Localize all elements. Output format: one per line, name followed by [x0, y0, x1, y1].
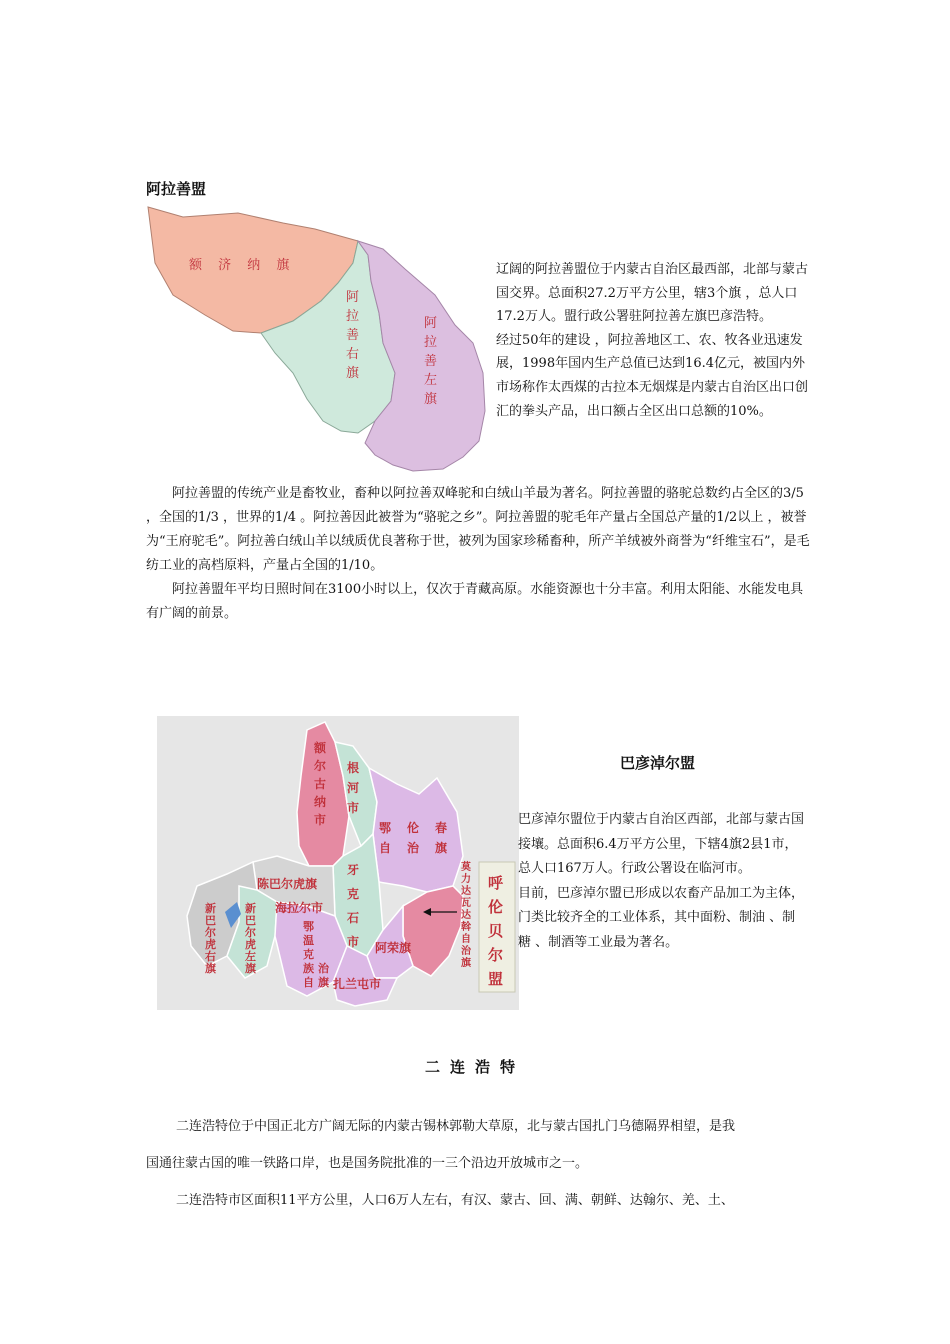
svg-text:左: 左 — [424, 373, 438, 388]
svg-text:巴: 巴 — [205, 914, 216, 927]
svg-text:旗: 旗 — [205, 962, 216, 975]
svg-text:阿: 阿 — [424, 316, 438, 331]
erlian-title: 二连浩特 — [424, 1058, 525, 1076]
alxa-paragraph-1: 阿拉善盟的传统产业是畜牧业，畜种以阿拉善双峰驼和白绒山羊最为著名。阿拉善盟的骆驼总数约占全区的3/5 ，全国的1/3 ，世界的1/4 。阿拉善因此被誉为“骆驼之乡”。阿拉善盟的驼毛年产量占全国总产量的1/2以上 ，被誉为“王府驼毛”。阿拉善白绒山羊以绒质优良著称于世，被列为国家珍稀畜种，所产羊绒被外商誉为“纤维宝石”，是毛纺工业的高档原料，产量占全国的1/10。 — [146, 486, 810, 573]
svg-text:虎: 虎 — [205, 938, 216, 951]
svg-text:旗: 旗 — [318, 976, 329, 989]
alxa-body — [146, 482, 814, 626]
svg-text:拉: 拉 — [346, 309, 360, 324]
svg-text:牙: 牙 — [347, 863, 360, 877]
erlian-paragraph-3: 二连浩特市区面积11平方公里，人口6万人左右，有汉、蒙古、回、满、朝鲜、达翰尔、羌、土、 — [176, 1193, 734, 1208]
ejina-label: 额 济 纳 旗 — [189, 258, 296, 273]
svg-text:阿: 阿 — [346, 290, 360, 305]
svg-text:克: 克 — [303, 948, 314, 961]
svg-text:克: 克 — [347, 887, 360, 901]
svg-text:善: 善 — [424, 354, 438, 369]
svg-text:伦: 伦 — [488, 898, 504, 916]
svg-text:拉: 拉 — [424, 335, 438, 350]
alxa-map — [143, 203, 493, 473]
alxa-side-paragraph-2: 经过50年的建设 ，阿拉善地区工、农、牧各业迅速发展，1998年国内生产总值已达到16.4亿元，被国内外市场称作太西煤的古拉本无烟煤是内蒙古自治区出口创汇的拳头产品，出口额占全区出口总额的10%。 — [496, 332, 809, 419]
svg-text:春: 春 — [435, 821, 448, 835]
svg-text:巴: 巴 — [245, 914, 256, 927]
svg-text:莫: 莫 — [461, 862, 471, 873]
bayan-title: 巴彦淖尔盟 — [620, 754, 696, 772]
bayan-side-paragraph-2: 目前，巴彦淖尔盟已形成以农畜产品加工为主体，门类比较齐全的工业体系，其中面粉、制油 、制糖 、制酒等工业最为著名。 — [518, 885, 805, 950]
svg-text:力: 力 — [461, 874, 471, 885]
svg-text:旗: 旗 — [461, 958, 471, 969]
alxa-title: 阿拉善盟 — [146, 180, 207, 198]
alxa-side-paragraph-1: 辽阔的阿拉善盟位于内蒙古自治区最西部，北部与蒙古国交界。总面积27.2万平方公里，辖3个旗 ，总人口17.2万人。盟行政公署驻阿拉善左旗巴彦浩特。 — [496, 262, 809, 325]
svg-text:扎兰屯市: 扎兰屯市 — [333, 977, 382, 991]
svg-text:纳: 纳 — [314, 795, 327, 809]
svg-text:伦: 伦 — [407, 821, 420, 835]
svg-text:瓦: 瓦 — [461, 898, 471, 909]
svg-text:右: 右 — [346, 347, 360, 362]
bayan-map — [157, 716, 519, 1010]
svg-text:市: 市 — [314, 813, 327, 827]
bayan-side-text — [518, 808, 808, 956]
svg-text:温: 温 — [303, 934, 314, 947]
erlian-body — [146, 1108, 806, 1219]
svg-text:市: 市 — [347, 935, 360, 949]
svg-text:根: 根 — [347, 761, 360, 775]
svg-text:陈巴尔虎旗: 陈巴尔虎旗 — [257, 877, 318, 891]
svg-text:自: 自 — [379, 841, 392, 855]
alxa-side-text — [496, 258, 816, 423]
svg-text:尔: 尔 — [314, 759, 327, 773]
svg-text:河: 河 — [347, 781, 360, 795]
alxa-paragraph-2: 阿拉善盟年平均日照时间在3100小时以上，仅次于青藏高原。水能资源也十分丰富。利用太阳能、水能发电具有广阔的前景。 — [146, 582, 804, 621]
svg-text:古: 古 — [314, 777, 327, 791]
svg-text:旗: 旗 — [435, 841, 448, 855]
erlian-paragraph-1: 二连浩特位于中国正北方广阔无际的内蒙古锡林郭勒大草原，北与蒙古国扎门乌德隔界相望，是我 — [176, 1119, 736, 1134]
svg-text:尔: 尔 — [205, 926, 216, 939]
svg-text:旗: 旗 — [346, 366, 360, 381]
alxa-right-label — [346, 290, 359, 381]
svg-text:石: 石 — [347, 911, 360, 925]
svg-text:治: 治 — [407, 841, 420, 855]
svg-text:虎: 虎 — [245, 938, 256, 951]
svg-text:达: 达 — [461, 886, 471, 897]
svg-text:达: 达 — [461, 910, 471, 921]
svg-text:阿荣旗: 阿荣旗 — [375, 941, 412, 955]
svg-text:旗: 旗 — [245, 962, 256, 975]
svg-text:族: 族 — [303, 962, 314, 975]
svg-text:治: 治 — [461, 946, 471, 957]
svg-text:尔: 尔 — [245, 926, 256, 939]
svg-text:自: 自 — [303, 976, 314, 989]
svg-text:盟: 盟 — [488, 970, 504, 988]
svg-text:左: 左 — [245, 950, 256, 963]
svg-text:市: 市 — [347, 801, 360, 815]
svg-text:尔: 尔 — [488, 946, 504, 964]
svg-text:额: 额 — [314, 741, 327, 755]
erlian-paragraph-2: 国通往蒙古国的唯一铁路口岸，也是国务院批准的一三个沿边开放城市之一。 — [146, 1156, 589, 1171]
svg-text:鄂: 鄂 — [379, 821, 392, 835]
svg-text:海拉尔市: 海拉尔市 — [275, 901, 324, 915]
svg-text:新: 新 — [245, 902, 256, 915]
svg-text:鄂: 鄂 — [303, 920, 314, 933]
svg-text:治: 治 — [318, 962, 329, 975]
svg-text:贝: 贝 — [488, 922, 504, 940]
svg-text:旗: 旗 — [424, 392, 438, 407]
svg-text:新: 新 — [205, 902, 216, 915]
svg-text:善: 善 — [346, 328, 360, 343]
svg-text:斡: 斡 — [461, 922, 471, 933]
bayan-side-paragraph-1: 巴彦淖尔盟位于内蒙古自治区西部，北部与蒙古国接壤。总面积6.4万平方公里，下辖4旗2县1市，总人口167万人。行政公署设在临河市。 — [518, 812, 805, 877]
alxa-left-label — [424, 316, 437, 407]
svg-text:自: 自 — [461, 934, 471, 945]
svg-text:右: 右 — [205, 950, 216, 963]
svg-text:呼: 呼 — [488, 874, 504, 892]
